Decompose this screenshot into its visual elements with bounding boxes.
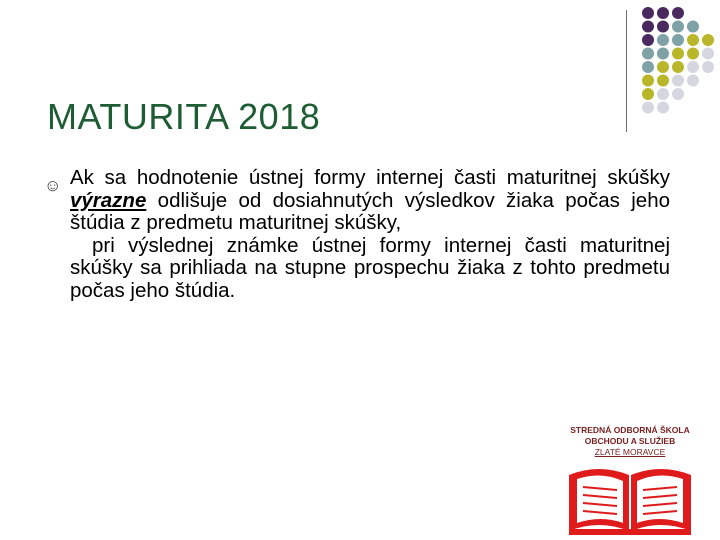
decorative-dot xyxy=(672,48,684,60)
decorative-dot xyxy=(672,88,684,100)
paragraph-1-end: odlišuje od dosiahnutých výsledkov žiaka počas jeho štúdia z predmetu maturitnej skúšky, xyxy=(70,188,670,234)
decorative-dot xyxy=(672,34,684,46)
school-logo xyxy=(560,423,700,538)
decorative-dot xyxy=(687,75,699,87)
decorative-dot xyxy=(702,61,714,73)
paragraph-1 xyxy=(70,167,670,235)
decorative-dot xyxy=(687,61,699,73)
open-book-icon xyxy=(565,459,695,537)
decorative-dot xyxy=(657,61,669,73)
decorative-dot xyxy=(702,34,714,46)
logo-line-1: STREDNÁ ODBORNÁ ŠKOLA xyxy=(570,425,690,435)
decorative-dot xyxy=(642,21,654,33)
decorative-dot xyxy=(672,21,684,33)
decorative-dot xyxy=(642,34,654,46)
decorative-vertical-line xyxy=(626,10,627,132)
paragraph-2: pri výslednej známke ústnej formy internej časti maturitnej skúšky sa prihliada na stupne prospechu žiaka z tohto predmetu počas jeho štúdia. xyxy=(70,233,670,302)
decorative-dot xyxy=(687,48,699,60)
decorative-dot xyxy=(642,75,654,87)
decorative-dot xyxy=(687,34,699,46)
slide-body xyxy=(70,167,670,302)
decorative-dot xyxy=(642,88,654,100)
decorative-dot xyxy=(657,48,669,60)
decorative-dot xyxy=(642,48,654,60)
logo-line-2: OBCHODU A SLUŽIEB xyxy=(584,436,676,446)
decorative-dot xyxy=(657,7,669,19)
emphasized-word: výrazne xyxy=(70,188,147,212)
paragraph-1-start: Ak sa hodnotenie ústnej formy internej časti maturitnej skúšky xyxy=(70,166,670,189)
decorative-dot xyxy=(657,102,669,114)
decorative-dot xyxy=(657,88,669,100)
decorative-dot xyxy=(657,75,669,87)
logo-line-3: ZLATÉ MORAVCE xyxy=(594,447,666,457)
decorative-dot xyxy=(702,48,714,60)
decorative-dot xyxy=(672,75,684,87)
decorative-dot-grid xyxy=(641,6,719,118)
decorative-dot xyxy=(657,34,669,46)
decorative-dot xyxy=(642,102,654,114)
decorative-dot xyxy=(642,61,654,73)
decorative-dot xyxy=(672,7,684,19)
decorative-dot xyxy=(672,61,684,73)
decorative-dot xyxy=(687,21,699,33)
smiley-icon: ☺ xyxy=(44,176,62,195)
decorative-dot xyxy=(657,21,669,33)
slide-title: MATURITA 2018 xyxy=(47,96,321,137)
decorative-dot xyxy=(642,7,654,19)
